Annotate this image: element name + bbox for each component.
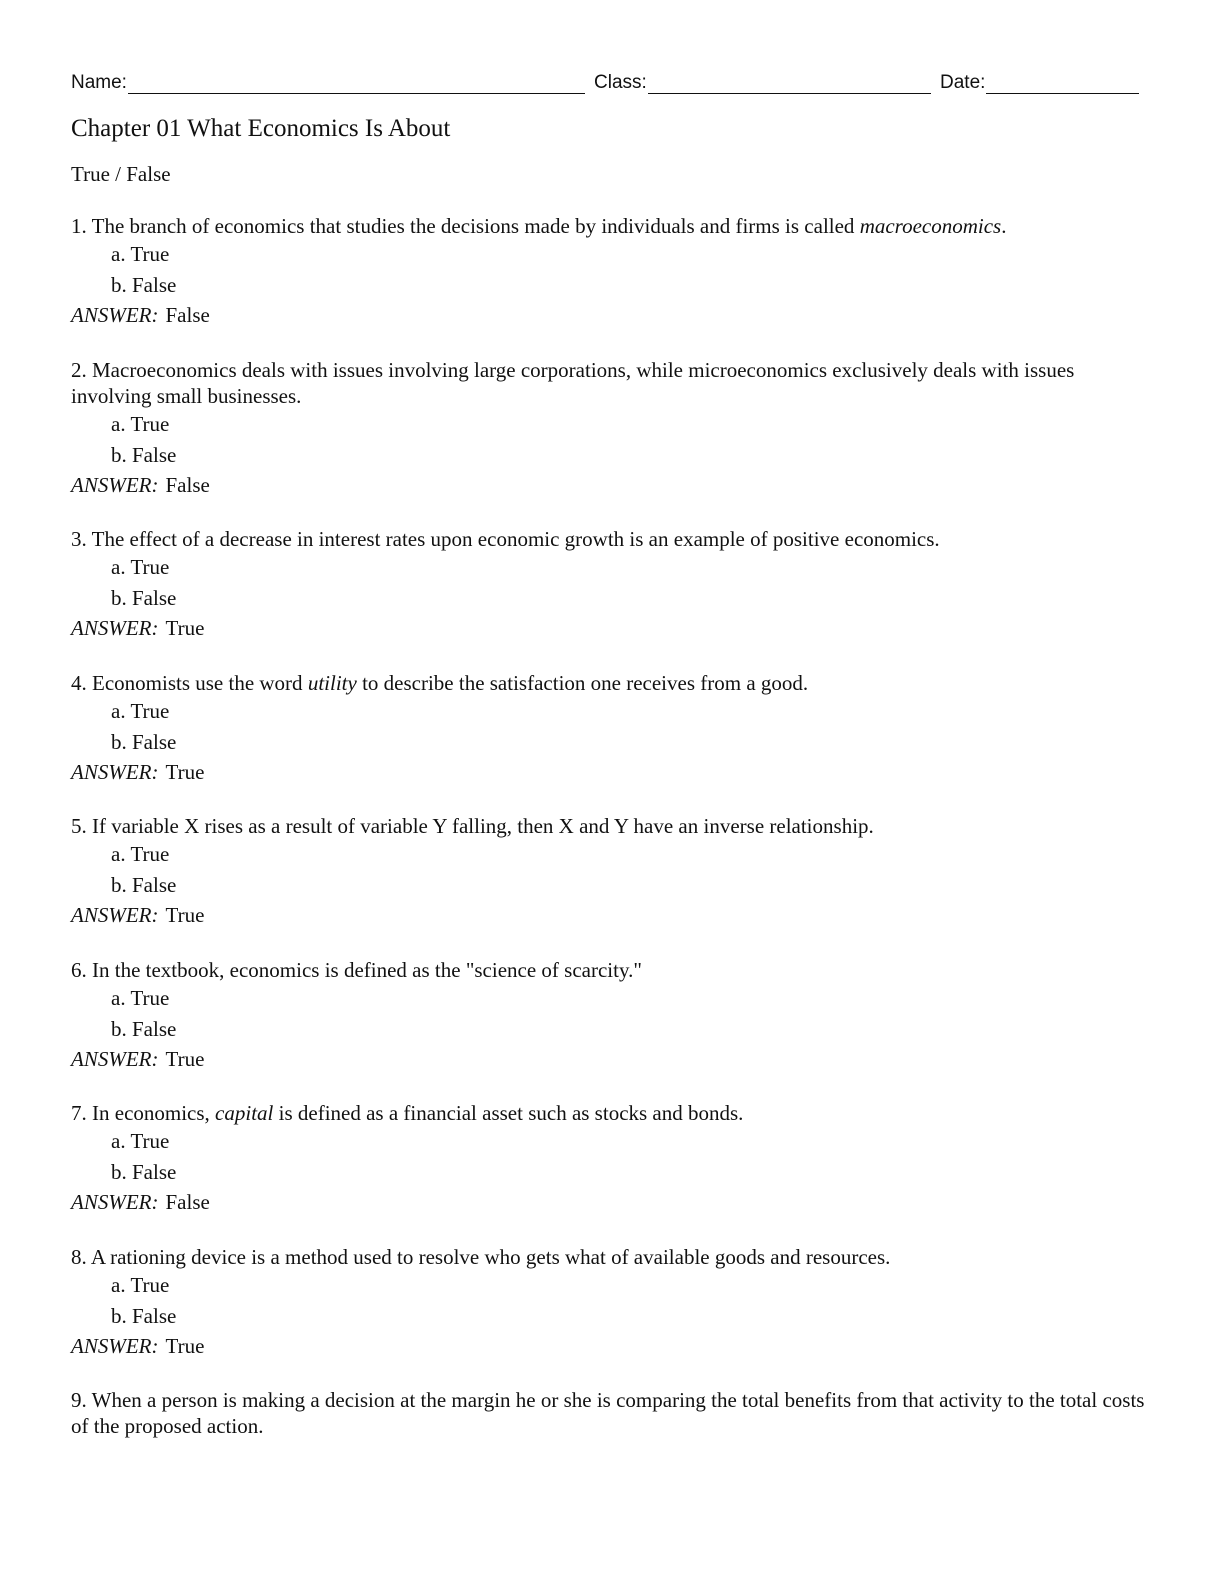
option-true[interactable]: a. True (111, 555, 170, 579)
question-stem (71, 526, 1151, 552)
option-true[interactable]: a. True (111, 699, 170, 723)
answer-label: ANSWER: (71, 1047, 159, 1071)
question-9 (71, 1387, 1151, 1439)
stem-term: capital (215, 1101, 274, 1125)
stem-part: Macroeconomics deals with issues involving large corporations, while microeconomics exclusively deals with issues involving small businesses. (71, 358, 1075, 408)
name-label: Name: (71, 72, 127, 93)
question-number: 6. (71, 958, 87, 982)
answer-value: True (165, 1334, 205, 1358)
question-8 (71, 1244, 1151, 1362)
question-1 (71, 213, 1151, 331)
option-false[interactable]: b. False (111, 872, 177, 897)
stem-part: In the textbook, economics is defined as the "science of scarcity." (92, 958, 642, 982)
date-field[interactable] (940, 72, 1139, 94)
date-label: Date: (940, 72, 986, 93)
option-true[interactable]: a. True (111, 412, 170, 436)
answer-line (71, 1331, 1151, 1362)
chapter-title: Chapter 01 What Economics Is About (71, 115, 451, 142)
answer-value: True (165, 1047, 205, 1071)
stem-part: is defined as a financial asset such as stocks and bonds. (273, 1101, 744, 1125)
date-underline[interactable] (986, 72, 1139, 94)
option-true[interactable]: a. True (111, 242, 170, 266)
question-stem (71, 813, 1151, 839)
option-true[interactable]: a. True (111, 1129, 170, 1153)
option-false[interactable]: b. False (111, 585, 177, 610)
option-false[interactable]: b. False (111, 1159, 177, 1184)
stem-part: In economics, (92, 1101, 216, 1125)
question-number: 4. (71, 671, 87, 695)
option-false[interactable]: b. False (111, 1016, 177, 1041)
answer-label: ANSWER: (71, 303, 159, 327)
stem-part: Economists use the word (92, 671, 308, 695)
answer-line (71, 470, 1151, 501)
question-6 (71, 957, 1151, 1075)
answer-value: True (165, 903, 205, 927)
answer-line (71, 300, 1151, 331)
answer-line (71, 757, 1151, 788)
answer-label: ANSWER: (71, 903, 159, 927)
stem-part: If variable X rises as a result of variable Y falling, then X and Y have an inverse relationship. (92, 814, 874, 838)
question-number: 7. (71, 1101, 87, 1125)
question-number: 5. (71, 814, 87, 838)
answer-label: ANSWER: (71, 1190, 159, 1214)
question-stem (71, 670, 1151, 696)
option-false[interactable]: b. False (111, 272, 177, 297)
question-5 (71, 813, 1151, 931)
option-true[interactable]: a. True (111, 986, 170, 1010)
question-stem (71, 1100, 1151, 1126)
stem-part: . (1001, 214, 1007, 238)
option-true[interactable]: a. True (111, 842, 170, 866)
question-stem (71, 1387, 1151, 1439)
class-underline[interactable] (648, 72, 931, 94)
answer-label: ANSWER: (71, 473, 159, 497)
stem-term: macroeconomics (859, 214, 1002, 238)
answer-line (71, 1044, 1151, 1075)
question-stem (71, 1244, 1151, 1270)
stem-part: The effect of a decrease in interest rates upon economic growth is an example of positive economics. (91, 527, 940, 551)
question-number: 9. (71, 1388, 87, 1412)
question-2 (71, 357, 1151, 501)
name-underline[interactable] (128, 72, 585, 94)
name-field[interactable] (71, 72, 585, 94)
answer-value: True (165, 616, 205, 640)
question-7 (71, 1100, 1151, 1218)
option-false[interactable]: b. False (111, 1303, 177, 1328)
question-number: 1. (71, 214, 87, 238)
question-stem (71, 357, 1151, 409)
question-stem (71, 213, 1151, 239)
answer-value: False (165, 303, 210, 327)
class-label: Class: (594, 72, 647, 93)
stem-part: to describe the satisfaction one receives from a good. (356, 671, 809, 695)
stem-part: The branch of economics that studies the decisions made by individuals and firms is called (91, 214, 860, 238)
option-false[interactable]: b. False (111, 442, 177, 467)
question-number: 8. (71, 1245, 87, 1269)
option-false[interactable]: b. False (111, 729, 177, 754)
question-stem (71, 957, 1151, 983)
question-3 (71, 526, 1151, 644)
stem-part: When a person is making a decision at the margin he or she is comparing the total benefits from that activity to the total costs of the proposed action. (71, 1388, 1145, 1438)
answer-label: ANSWER: (71, 760, 159, 784)
question-4 (71, 670, 1151, 788)
answer-label: ANSWER: (71, 1334, 159, 1358)
student-info-header (71, 72, 1141, 98)
answer-value: False (165, 473, 210, 497)
question-number: 2. (71, 358, 87, 382)
answer-line (71, 900, 1151, 931)
question-number: 3. (71, 527, 87, 551)
answer-line (71, 613, 1151, 644)
answer-value: True (165, 760, 205, 784)
class-field[interactable] (594, 72, 931, 94)
section-heading: True / False (71, 162, 171, 186)
answer-label: ANSWER: (71, 616, 159, 640)
answer-line (71, 1187, 1151, 1218)
option-true[interactable]: a. True (111, 1273, 170, 1297)
stem-term: utility (307, 671, 357, 695)
answer-value: False (165, 1190, 210, 1214)
stem-part: A rationing device is a method used to resolve who gets what of available goods and resources. (90, 1245, 891, 1269)
